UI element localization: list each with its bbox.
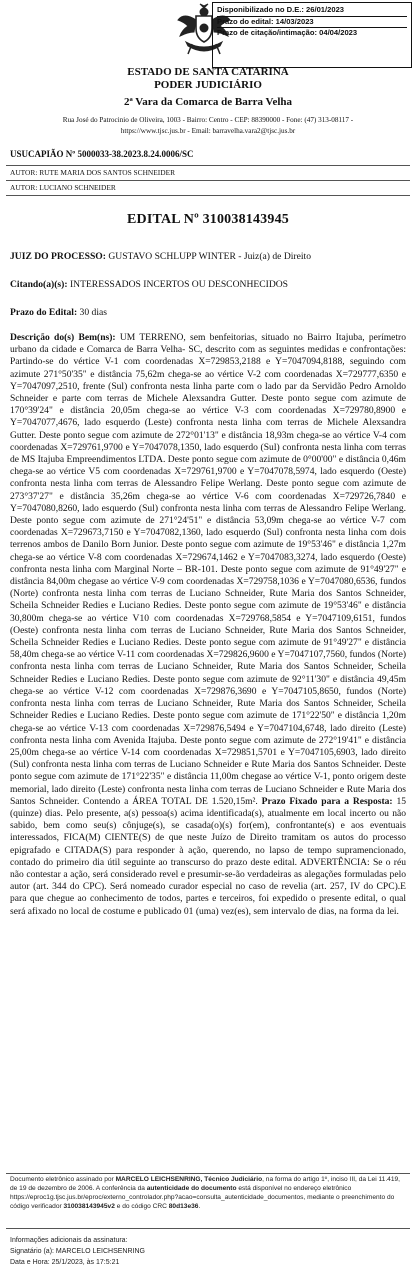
divider	[6, 195, 410, 196]
authenticity-label: autenticidade do documento	[146, 1185, 237, 1192]
signature-note-text: .	[198, 1203, 201, 1210]
term-value: 30 dias	[77, 307, 108, 318]
signature-info-heading: Informações adicionais da assinatura:	[10, 1237, 128, 1244]
judge-line	[10, 251, 406, 263]
edital-title: EDITAL Nº 310038143945	[126, 212, 289, 227]
court-contacts: https://www.tjsc.jus.br - Email: barravelha.vara2@tjsc.jus.br	[120, 127, 296, 135]
process-number: USUCAPIÃO Nº 5000033-38.2023.8.24.0006/SC	[10, 149, 194, 159]
signature-note-text: , na forma do artigo 1º, inciso III, da Lei 11.419, de 19 de dezembro de 2006. A conferência da	[10, 1176, 401, 1192]
divider	[6, 180, 410, 181]
judge-value: GUSTAVO SCHLUPP WINTER - Juiz(a) de Direito	[105, 251, 311, 262]
citation-deadline: Prazo de citação/intimação: 04/04/2023	[217, 28, 358, 37]
judge-label: JUIZ DO PROCESSO:	[10, 251, 106, 262]
description-text: UM TERRENO, sem benfeitorias, situado no Bairro Itajuba, perímetro urbano da cidade e Comarca de Barra Velha- SC, descrito com as seguintes medidas e confrontações: Partindo-se do vértice V-1 com coordenadas X=729853,2188 e Y=7047094,8188, seguindo com azimute 271°50'35" e distância 75,62m chega-se ao vértice V-2 com coordenadas X=729777,6350 e Y=7047097,2510, frente (Sul) confronta nesta linha parte com o lado par da Servidão Pedro Arnoldo Schneider e parte com terras de Michele Alexsandra Gutter. Deste ponto segue com azimute de 170°39'24" e distância 20,05m chega-se ao vértice V-3 com coordenadas X=729780,8900 e Y=7047077,4676, lado esquerdo (Leste) confronta nesta linha com terras de Michele Alexsandra Gutter. Deste ponto segue com azimute de 272°01'13" e distância 18,93m chega-se ao vértice V-4 com coordenadas X=729761,9700 e Y=7047078,1350, lado esquerdo (Sul) confronta nesta linha com terras de MS Itajuba Empreendimentos LTDA. Deste ponto segue com azimute de 0°00'00" e distância 0,46m chega-se ao vértice V5 com coordenadas X=729761,9700 e Y=7047078,5974, lado esquerdo (Oeste) confronta nesta linha com terras de Alessandro Felipe Werlang. Deste ponto segue com azimute de 273°37'27" e distância 35,26m chega-se ao vértice V-6 com coordenadas X=729726,7840 e Y=7047080,8260, lado esquerdo (Sul) confronta nesta linha com terras de Alessandro Felipe Werlang. Deste ponto segue com azimute de 271°24'51" e distância 53,09m chega-se ao vértice V-7 com coordenadas X=729673,7150 e Y=7047082,1360, lado esquerdo (Sul) confronta nesta linha com dois terrenos ambos de Danilo Born Junior. Deste ponto segue com azimute de 19°53'46" e distância 1,27m chega-se ao vértice V-8 com coordenadas X=729674,1462 e Y=7047083,3274, lado esquerdo (Oeste) confronta nesta linha com Marginal Norte – BR-101. Deste ponto segue com azimute de 91°49'27" e distância 84,00m chegase ao vértice V-9 com coordenadas X=729758,1036 e Y=7047080,6536, fundos (Norte) confronta nesta linha com terras de Luciano Schneider, Rute Maria dos Santos Schneider, Scheila Schneider Redies e Luciano Redies. Deste ponto segue com azimute de 19°53'46" e distância 30,800m chega-se ao vértice V10 com coordenadas X=729768,5854 e Y=7047109,6151, fundos (Oeste) confronta nesta linha com terras de Luciano Schneider, Rute Maria dos Santos Schneider, Scheila Schneider Redies e Luciano Redies. Deste ponto segue com azimute de 91°49'27" e distância 58,40m chega-se ao vértice V-11 com coordenadas X=729826,9600 e Y=7047107,7560, fundos (Norte) confronta nesta linha com terras de Luciano Schneider, Rute Maria dos Santos Schneider, Scheila Schneider Redies e Luciano Redies. Deste ponto segue com azimute de 92°11'30" e distância 49,45m chega-se ao vértice V-12 com coordenadas X=729876,3690 e Y=7047105,8650, fundos (Norte) confronta nesta linha com terras de Luciano Schneider, Rute Maria dos Santos Schneider, Scheila Schneider Redies e Luciano Redies. Deste ponto segue com azimute de 171°22'50" e distância 1,20m chega-se ao vértice V-13 com coordenadas X=729876,5494 e Y=7047104,6748, lado direito (Leste) confronta nesta linha com Avenida Itajuba. Deste ponto segue com azimute de 272°19'41" e distância 25,00m chega-se ao vértice V-14 com coordenadas X=729851,5701 e Y=7047105,6903, lado direito (Sul) confronta nesta linha com terras de Luciano Schneider e Rute Maria dos Santos Schneider. Deste ponto segue com azimute de 171°22'35" e distância 11,00m chegase ao vértice V-1, ponto origem deste memorial, lado direito (Leste) confronta nesta linha com terras de Luciano Schneider e Rute Maria dos Santos Schneider. Contendo a ÁREA TOTAL DE 1.520,15m².	[10, 332, 407, 807]
signatory-line: Signatário (a): MARCELO LEICHSENRING	[10, 1248, 145, 1255]
state-heading: ESTADO DE SANTA CATARINA	[127, 66, 289, 78]
cited-line	[10, 279, 406, 291]
cited-value: INTERESSADOS INCERTOS OU DESCONHECIDOS	[67, 279, 289, 290]
edital-deadline: Prazo do edital: 14/03/2023	[217, 17, 407, 29]
term-line	[10, 307, 406, 319]
author-1: AUTOR: RUTE MARIA DOS SANTOS SCHNEIDER	[10, 168, 176, 177]
signature-note-text: e do código CRC	[114, 1203, 169, 1210]
property-description	[10, 332, 406, 918]
court-address: Rua José do Patrocinio de Oliveira, 1003 - Bairro: Centro - CEP: 88390000 - Fone: (47) 313-08117 -	[62, 116, 354, 124]
signature-datetime: Data e Hora: 25/1/2023, às 17:5:21	[10, 1259, 120, 1266]
divider	[6, 165, 410, 166]
term-label: Prazo do Edital:	[10, 307, 78, 318]
author-2: AUTOR: LUCIANO SCHNEIDER	[10, 183, 116, 192]
divider	[6, 1173, 410, 1174]
cited-label: Citando(a)(s):	[10, 279, 68, 290]
published-date: Disponibilizado no D.E.: 26/01/2023	[217, 5, 407, 17]
signer-name: MARCELO LEICHSENRING, Técnico Judiciário	[115, 1176, 263, 1183]
power-heading: PODER JUDICIÁRIO	[154, 79, 262, 91]
description-label: Descrição do(s) Bem(ns):	[10, 332, 116, 343]
divider	[6, 1228, 410, 1229]
signature-note	[10, 1175, 408, 1211]
response-term-label: Prazo Fixado para a Resposta:	[261, 795, 393, 807]
publication-dates-box	[212, 2, 412, 68]
signature-note-text: Documento eletrônico assinado por	[10, 1176, 116, 1183]
court-heading: 2ª Vara da Comarca de Barra Velha	[123, 96, 293, 108]
signature-note-text: está disponível no endereço eletrônico https://eproc1g.tjsc.jus.br/eproc/externo_controlador.php?acao=consulta_autenticidade_documentos, mediante o preenchimento do código verificador	[10, 1185, 395, 1210]
crc-code: 80d13e36	[168, 1203, 199, 1210]
verification-code: 310038143945v2	[63, 1203, 115, 1210]
citation-text: 15 (quinze) dias. Pelo presente, a(s) pessoa(s) acima identificada(s), atualmente em local incerto ou não sabido, bem como seu(s) cônjuge(s), se casada(o)(s) for(em), confrontante(s) e aos eventuais interessados, FICA(M) CIENTE(S) de que neste Juízo de Direito tramitam os autos do processo epigrafado e CITADA(S) para responder à ação, querendo, no lapso de tempo supramencionado, contado do primeiro dia útil seguinte ao transcurso do prazo deste edital. ADVERTÊNCIA: Se o réu não contestar a ação, será considerado revel e presumir-se-ão verdadeiras as alegações formuladas pelo autor (art. 344 do CPC). Será nomeado curador especial no caso de revelia (art. 257, IV do CPC).E para que chegue ao conhecimento de todos, partes e terceiros, foi expedido o presente edital, o qual será afixado no local de costume e publicado 01 (uma) vez(es), sem intervalo de dias, na forma da lei.	[10, 795, 406, 917]
